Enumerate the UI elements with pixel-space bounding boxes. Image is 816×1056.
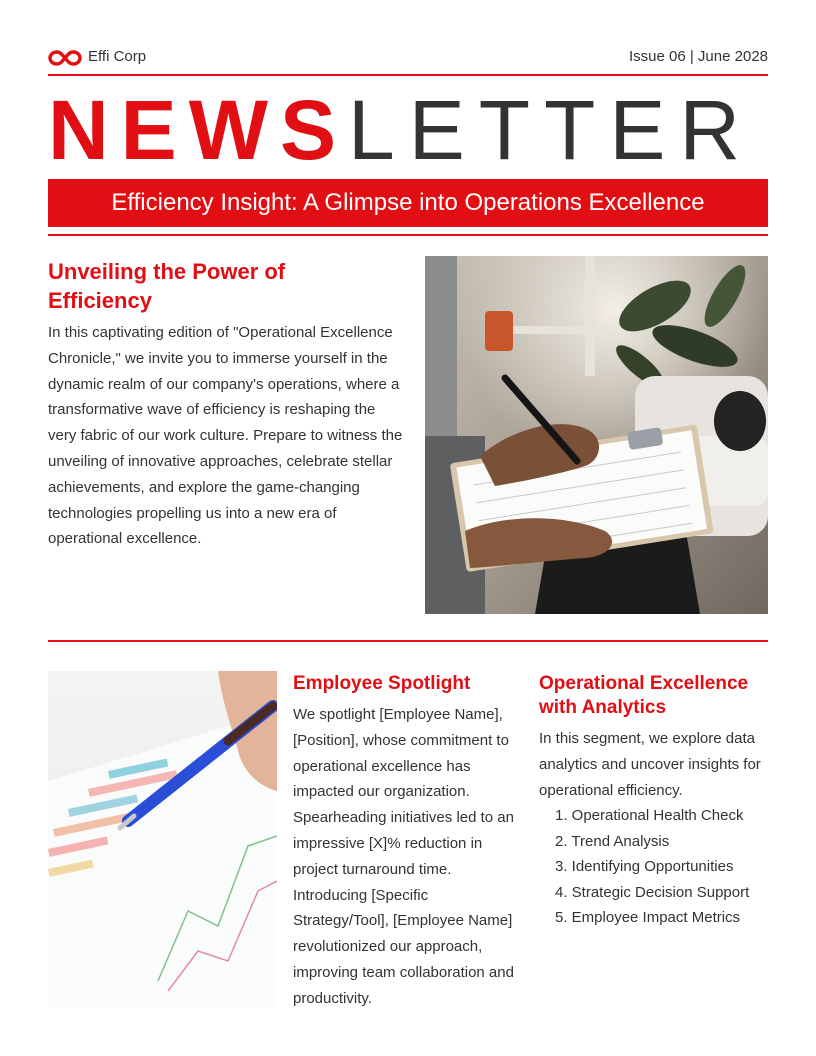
spotlight-title: Employee Spotlight (293, 673, 471, 694)
feature-photo (425, 256, 768, 614)
spotlight-body: We spotlight [Employee Name], [Position], whose commitment to operational excellence has impacted our organization. Spearheading initiatives led to an impressive [X]% reduction in project turnaround time. Introducing [Specific Strategy/Tool], [Employee Name] revolutionized our approach, improving team collaboration and productivity. (293, 706, 514, 1007)
issue-date: Issue 06 | June 2028 (629, 48, 768, 65)
list-item: 2. Trend Analysis (555, 832, 670, 850)
feature-body: In this captivating edition of "Operational Excellence Chronicle," we invite you to immerse yourself in the dynamic realm of our company's operations, where a transformative wave of efficiency is reshaping the very fabric of our work culture. Prepare to witness the unveiling of innovative approaches, celebrate stellar achievements, and explore the game-changing technologies propelling us into a new era of operational excellence. (48, 324, 403, 548)
company-name: Effi Corp (88, 48, 147, 65)
analytics-intro: In this segment, we explore data analytics and uncover insights for operational efficiency. (539, 730, 761, 799)
header-bar (48, 46, 768, 70)
masthead-rest-word: LETTER (348, 83, 755, 177)
analytics-photo (48, 671, 277, 1008)
masthead-accent-word: NEWS (48, 83, 348, 177)
tagline-banner: Efficiency Insight: A Glimpse into Operations Excellence (48, 179, 768, 227)
analytics-list (555, 803, 768, 931)
list-item: 3. Identifying Opportunities (555, 858, 734, 875)
list-item: 4. Strategic Decision Support (555, 883, 750, 901)
list-item: 5. Employee Impact Metrics (555, 909, 741, 926)
section-divider (48, 640, 768, 642)
analytics-title: Operational Excellence with Analytics (539, 673, 749, 718)
masthead-title (48, 84, 768, 176)
banner-divider (48, 234, 768, 236)
feature-title: Unveiling the Power of Efficiency (48, 259, 286, 313)
top-divider (48, 74, 768, 76)
list-item: 1. Operational Health Check (555, 807, 744, 824)
infinity-logo-icon (48, 49, 82, 67)
